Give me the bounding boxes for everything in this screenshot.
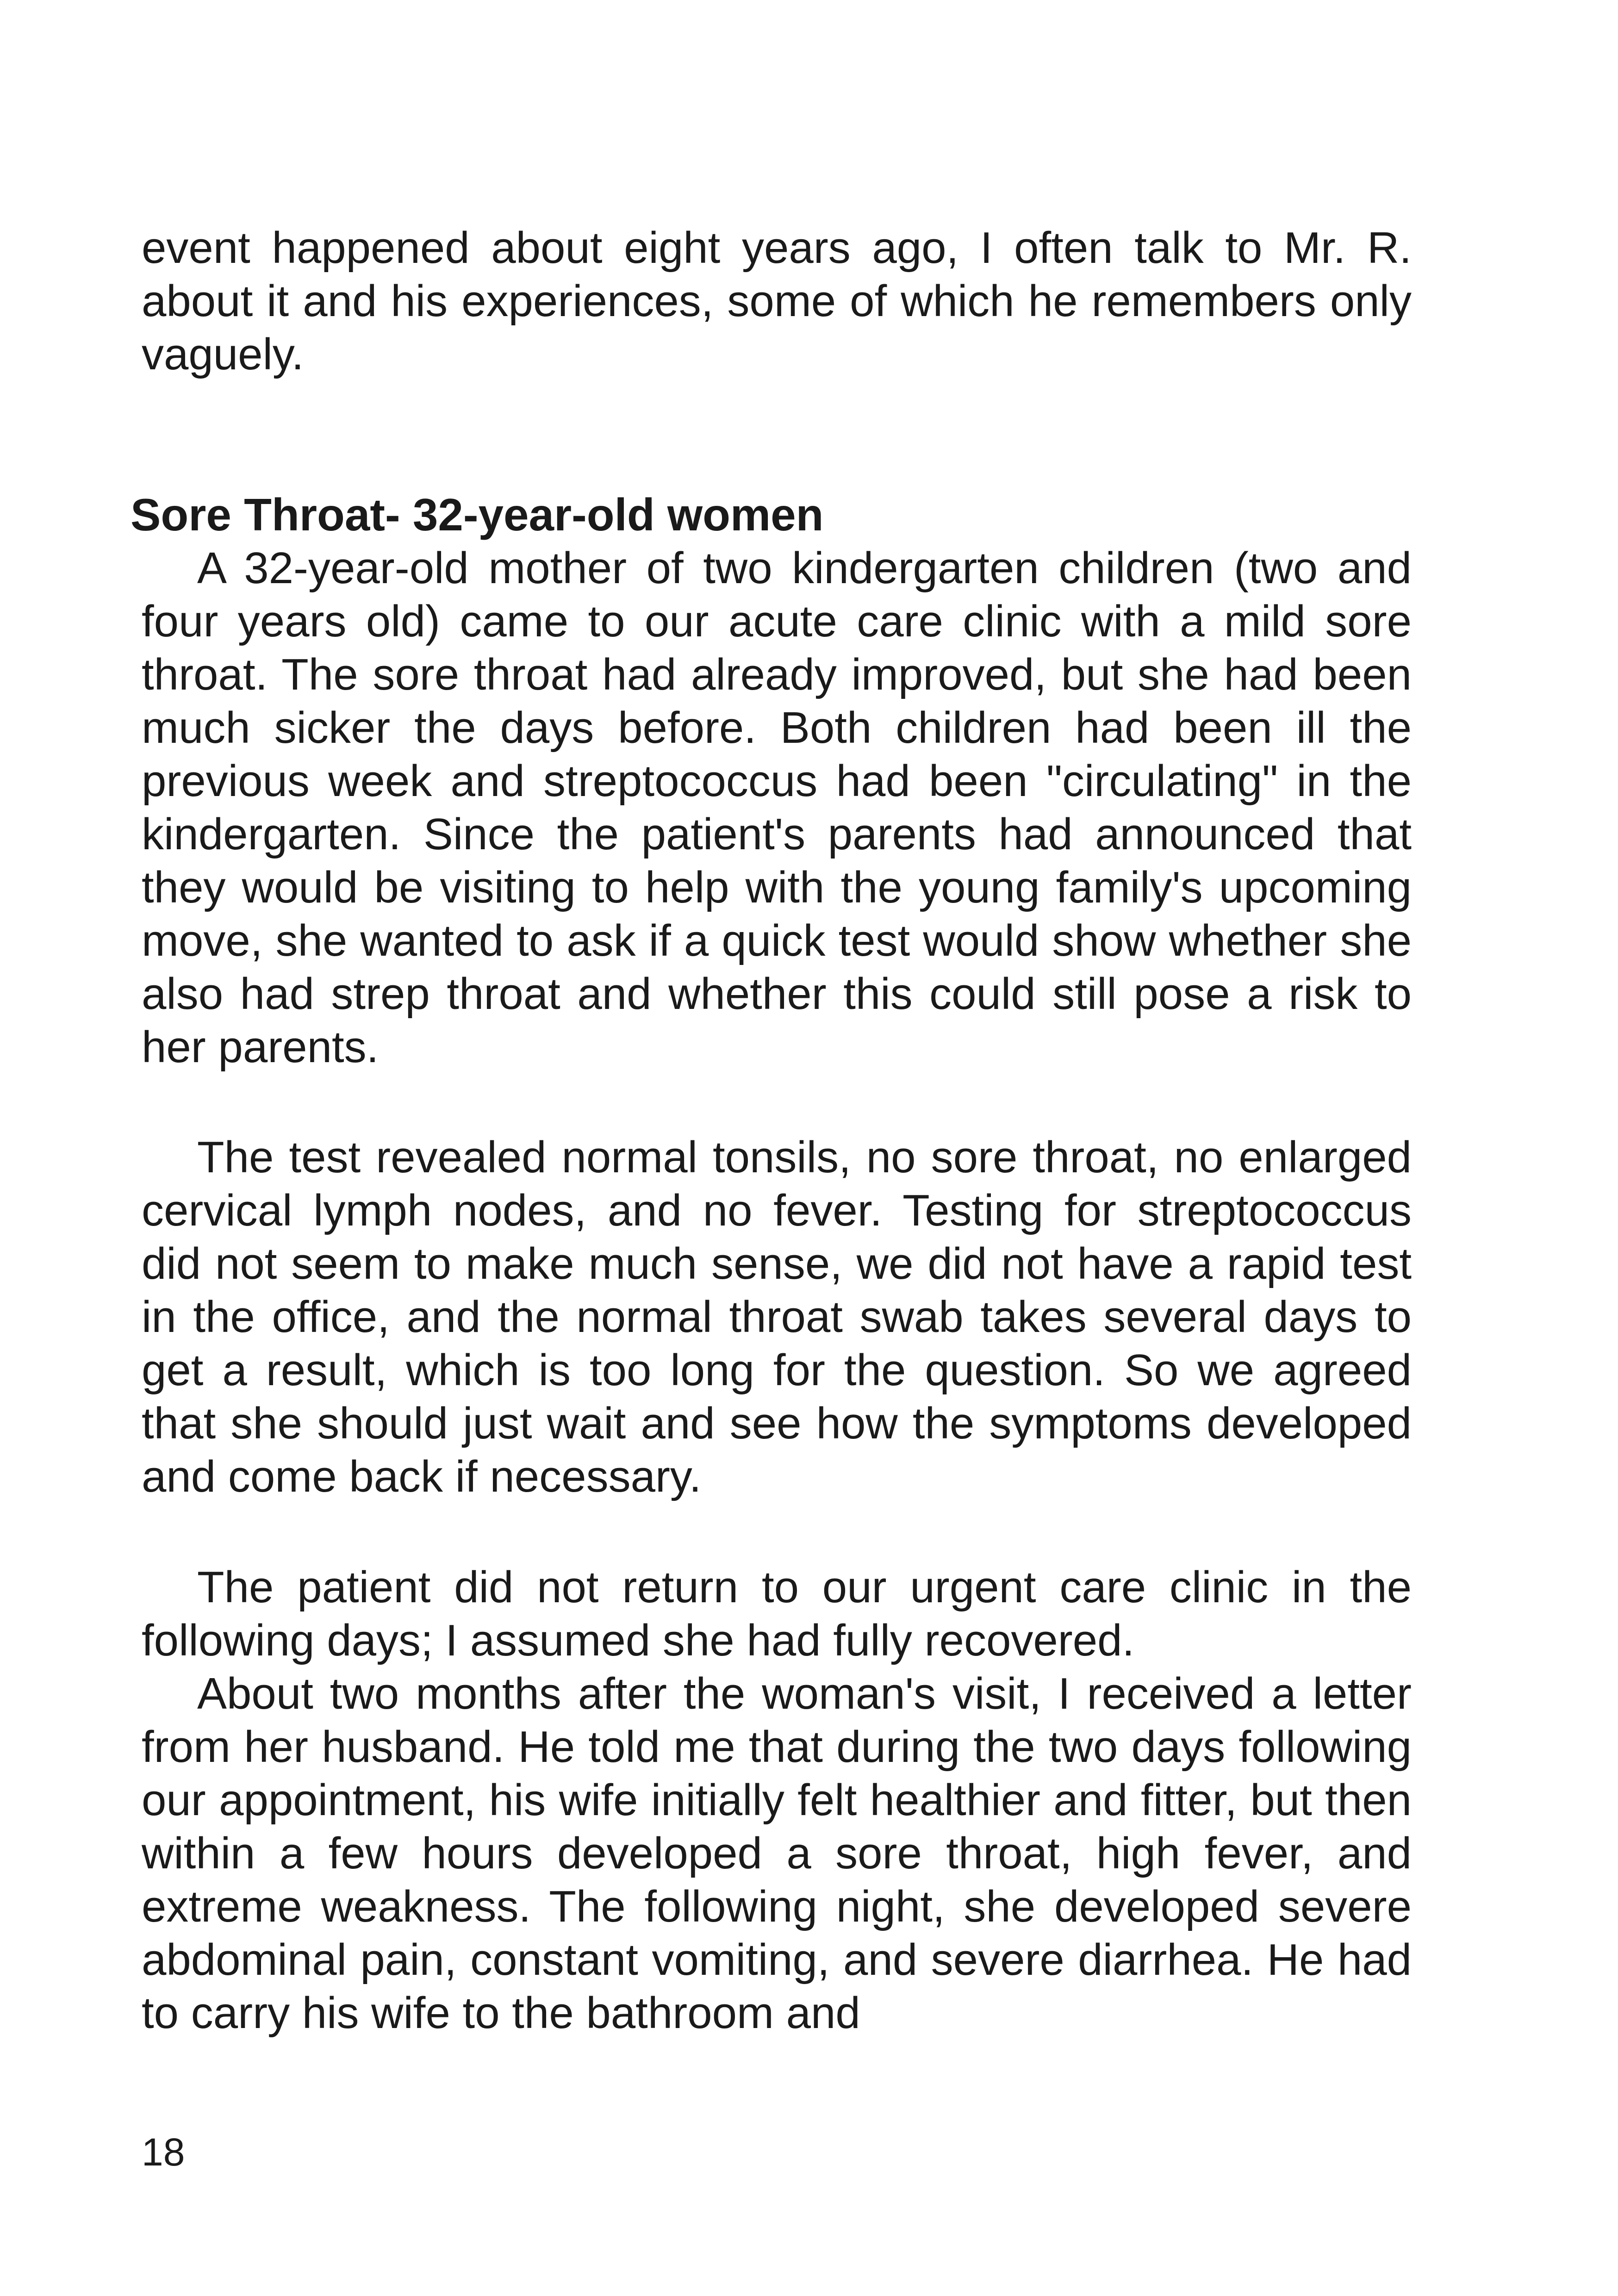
exam-text-block [142,1131,1412,1503]
body-paragraph: The test revealed normal tonsils, no sore throat, no enlarged cervical lymph nodes, and no fever. Testing for streptococcus did not seem to make much sense, we did not have a rapid test in the office, and the normal throat swab takes several days to get a result, which is too long for the question. So we agreed that she should just wait and see how the symptoms developed and come back if necessary. [142,1132,1412,1501]
case-text-block [142,541,1412,1074]
followup-text-block [142,1561,1412,2040]
body-paragraph: The patient did not return to our urgent care clinic in the following days; I assumed she had fully recovered. [142,1562,1412,1665]
body-paragraph: A 32-year-old mother of two kindergarten children (two and four years old) came to our acute care clinic with a mild sore throat. The sore throat had already improved, but she had been much sicker the days before. Both children had been ill the previous week and streptococcus had been "circulating" in the kindergarten. Since the patient's parents had announced that they would be visiting to help with the young family's upcoming move, she wanted to ask if a quick test would show whether she also had strep throat and whether this could still pose a risk to her parents. [142,543,1412,1072]
intro-paragraph: event happened about eight years ago, I often talk to Mr. R. about it and his experiences, some of which he remembers only vaguely. [142,223,1412,379]
section-heading: Sore Throat- 32-year-old women [131,489,824,540]
intro-text-block [142,221,1412,381]
page-number: 18 [142,2130,185,2174]
body-paragraph: About two months after the woman's visit, I received a letter from her husband. He told me that during the two days following our appointment, his wife initially felt healthier and fitter, but then within a few hours developed a sore throat, high fever, and extreme weakness. The following night, she developed severe abdominal pain, constant vomiting, and severe diarrhea. He had to carry his wife to the bathroom and [142,1669,1412,2038]
